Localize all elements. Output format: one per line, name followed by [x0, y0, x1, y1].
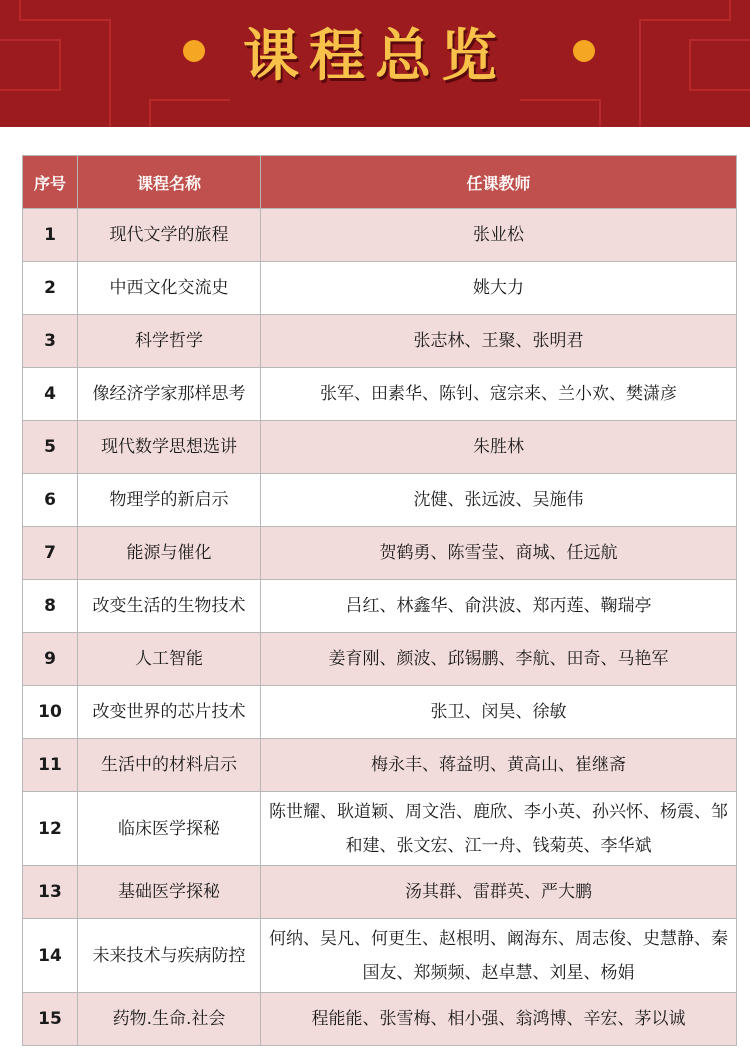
row-index: 15: [23, 993, 78, 1046]
row-teachers: 贺鹤勇、陈雪莹、商城、任远航: [261, 527, 737, 580]
header-course-name: 课程名称: [78, 156, 261, 209]
bullet-dot-right: [573, 40, 595, 62]
row-index: 2: [23, 262, 78, 315]
row-teachers: 沈健、张远波、吴施伟: [261, 474, 737, 527]
table-header-row: [23, 156, 737, 209]
header-banner: [0, 0, 750, 127]
table-row: [23, 209, 737, 262]
header-teachers: 任课教师: [261, 156, 737, 209]
row-teachers: 张卫、闵昊、徐敏: [261, 686, 737, 739]
row-index: 8: [23, 580, 78, 633]
table-row: [23, 421, 737, 474]
row-course: 现代数学思想选讲: [78, 421, 261, 474]
table-row: [23, 792, 737, 866]
row-teachers: 何纳、吴凡、何更生、赵根明、阚海东、周志俊、史慧静、秦国友、郑频频、赵卓慧、刘星、杨娟: [261, 919, 737, 993]
row-teachers: 汤其群、雷群英、严大鹏: [261, 866, 737, 919]
table-row: [23, 474, 737, 527]
row-course: 基础医学探秘: [78, 866, 261, 919]
table-row: [23, 739, 737, 792]
row-course: 生活中的材料启示: [78, 739, 261, 792]
row-teachers: 陈世耀、耿道颖、周文浩、鹿欣、李小英、孙兴怀、杨震、邹和建、张文宏、江一舟、钱菊英、李华斌: [261, 792, 737, 866]
table-row: [23, 262, 737, 315]
row-index: 1: [23, 209, 78, 262]
row-course: 现代文学的旅程: [78, 209, 261, 262]
row-course: 临床医学探秘: [78, 792, 261, 866]
row-course: 科学哲学: [78, 315, 261, 368]
table-row: [23, 315, 737, 368]
row-index: 5: [23, 421, 78, 474]
row-course: 改变世界的芯片技术: [78, 686, 261, 739]
table-row: [23, 633, 737, 686]
row-teachers: 姜育刚、颜波、邱锡鹏、李航、田奇、马艳军: [261, 633, 737, 686]
row-index: 4: [23, 368, 78, 421]
row-course: 改变生活的生物技术: [78, 580, 261, 633]
row-course: 未来技术与疾病防控: [78, 919, 261, 993]
row-index: 13: [23, 866, 78, 919]
row-index: 11: [23, 739, 78, 792]
row-course: 中西文化交流史: [78, 262, 261, 315]
row-teachers: 程能能、张雪梅、相小强、翁鸿博、辛宏、茅以诚: [261, 993, 737, 1046]
row-teachers: 张军、田素华、陈钊、寇宗来、兰小欢、樊潇彦: [261, 368, 737, 421]
row-teachers: 吕红、林鑫华、俞洪波、郑丙莲、鞠瑞亭: [261, 580, 737, 633]
row-index: 7: [23, 527, 78, 580]
row-teachers: 梅永丰、蒋益明、黄高山、崔继斋: [261, 739, 737, 792]
table-row: [23, 580, 737, 633]
row-teachers: 姚大力: [261, 262, 737, 315]
row-index: 6: [23, 474, 78, 527]
row-index: 12: [23, 792, 78, 866]
page-title: 课程总览: [243, 23, 507, 89]
row-index: 10: [23, 686, 78, 739]
table-row: [23, 527, 737, 580]
header-index: 序号: [23, 156, 78, 209]
row-teachers: 张志林、王聚、张明君: [261, 315, 737, 368]
row-course: 像经济学家那样思考: [78, 368, 261, 421]
row-course: 物理学的新启示: [78, 474, 261, 527]
row-course: 药物.生命.社会: [78, 993, 261, 1046]
row-course: 人工智能: [78, 633, 261, 686]
table-row: [23, 866, 737, 919]
row-teachers: 朱胜林: [261, 421, 737, 474]
row-index: 9: [23, 633, 78, 686]
row-course: 能源与催化: [78, 527, 261, 580]
course-table: [22, 155, 737, 1046]
table-row: [23, 919, 737, 993]
row-index: 3: [23, 315, 78, 368]
row-index: 14: [23, 919, 78, 993]
table-row: [23, 993, 737, 1046]
table-row: [23, 686, 737, 739]
row-teachers: 张业松: [261, 209, 737, 262]
table-row: [23, 368, 737, 421]
